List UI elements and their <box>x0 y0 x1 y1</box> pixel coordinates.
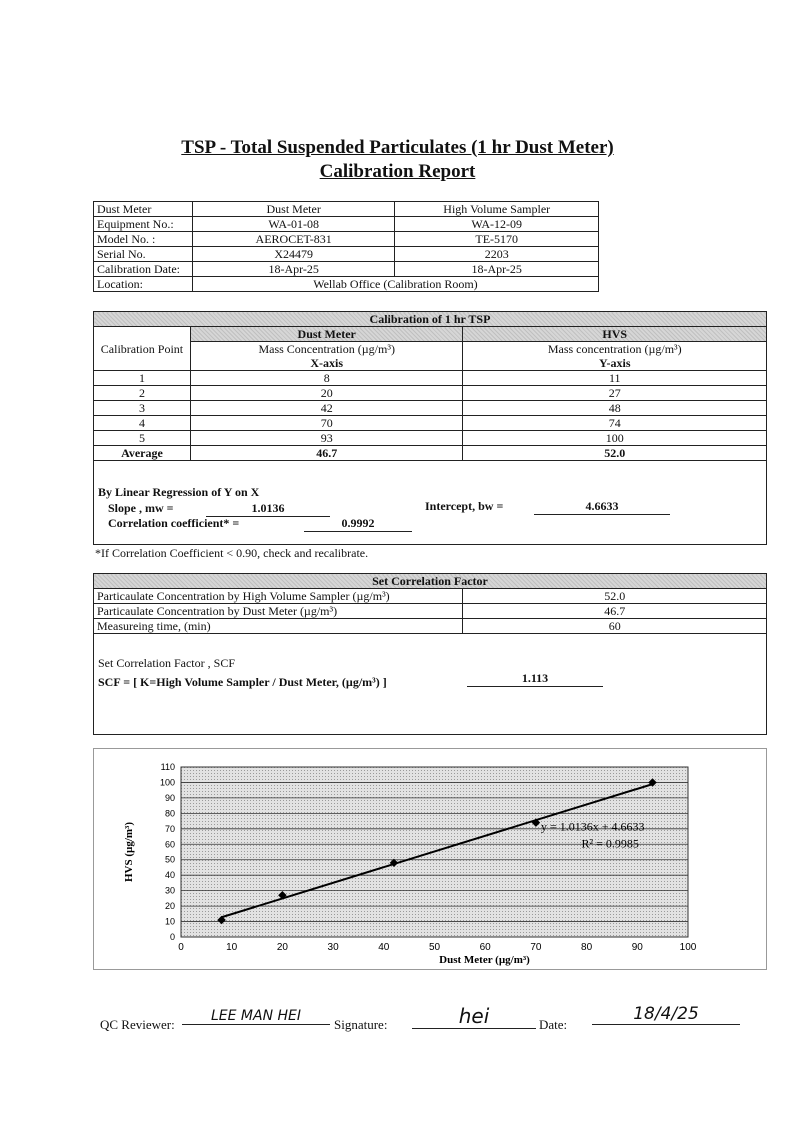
report-subtitle: Calibration Report <box>319 161 476 182</box>
calibration-row <box>94 401 767 416</box>
intercept-value: 4.6633 <box>534 499 670 515</box>
calibration-point: 3 <box>94 401 191 416</box>
calibration-section <box>93 311 767 545</box>
x-tick-label: 0 <box>178 942 184 953</box>
scf-row <box>94 589 767 604</box>
scf-row-value: 52.0 <box>463 589 767 604</box>
calibration-row <box>94 371 767 386</box>
x-tick-label: 70 <box>530 942 542 953</box>
y-axis-label: HVS (µg/m³) <box>123 821 135 883</box>
report-title: TSP - Total Suspended Particulates (1 hr Dust Meter) <box>181 137 614 158</box>
dust-meter-cell: WA-01-08 <box>192 217 395 232</box>
hvs-cell: 2203 <box>395 247 599 262</box>
y-tick-label: 70 <box>164 823 175 834</box>
dust-meter-cell: 18-Apr-25 <box>192 262 395 277</box>
y-tick-label: 90 <box>164 792 175 803</box>
calibration-row <box>94 416 767 431</box>
x-tick-label: 100 <box>679 942 697 953</box>
equipment-row-label: Equipment No.: <box>94 217 193 232</box>
hvs-cell: WA-12-09 <box>395 217 599 232</box>
hvs-value: 100 <box>463 431 767 446</box>
dust-value: 8 <box>190 371 463 386</box>
y-axis-header: Y-axis <box>463 356 767 371</box>
dust-meter-cell: AEROCET-831 <box>192 232 395 247</box>
slope-label: Slope , mw = <box>108 501 174 515</box>
scf-value: 1.113 <box>467 671 603 687</box>
x-tick-label: 60 <box>479 942 491 953</box>
equipment-row-label: Calibration Date: <box>94 262 193 277</box>
hvs-value: 11 <box>463 371 767 386</box>
scf-header: Set Correlation Factor <box>94 574 767 589</box>
slope-value: 1.0136 <box>206 501 330 517</box>
y-tick-label: 60 <box>164 839 175 850</box>
x-tick-label: 90 <box>631 942 643 953</box>
date-label: Date: <box>539 1017 568 1032</box>
calibration-point: 5 <box>94 431 191 446</box>
x-tick-label: 50 <box>428 942 441 953</box>
average-row <box>94 446 767 461</box>
dust-meter-header: Dust Meter <box>190 327 463 342</box>
location-label: Location: <box>94 277 193 292</box>
equipment-row <box>94 202 599 217</box>
location-value: Wellab Office (Calibration Room) <box>192 277 598 292</box>
signature-label: Signature: <box>334 1017 388 1032</box>
dust-value: 70 <box>190 416 463 431</box>
hvs-cell: 18-Apr-25 <box>395 262 599 277</box>
scf-row-label: Particaulate Concentration by Dust Meter (µg/m³) <box>94 604 463 619</box>
y-tick-label: 30 <box>164 885 175 896</box>
chart-frame <box>93 748 767 970</box>
calibration-point: 2 <box>94 386 191 401</box>
equipment-row-label: Model No. : <box>94 232 193 247</box>
y-tick-label: 80 <box>164 808 175 819</box>
correlation-value: 0.9992 <box>304 516 412 532</box>
scf-table <box>93 573 767 634</box>
y-tick-label: 100 <box>159 777 175 788</box>
equipment-row <box>94 232 599 247</box>
hvs-unit-header: Mass concentration (µg/m³) <box>463 342 767 357</box>
dust-meter-cell: X24479 <box>192 247 395 262</box>
hvs-cell: TE-5170 <box>395 232 599 247</box>
x-axis-header: X-axis <box>190 356 463 371</box>
hvs-value: 48 <box>463 401 767 416</box>
y-tick-label: 0 <box>169 932 175 942</box>
equipment-row <box>94 262 599 277</box>
average-x: 46.7 <box>190 446 463 461</box>
location-row <box>94 277 599 292</box>
dust-value: 93 <box>190 431 463 446</box>
dust-value: 20 <box>190 386 463 401</box>
equipment-row <box>94 217 599 232</box>
scf-formula: SCF = [ K=High Volume Sampler / Dust Meter, (µg/m³) ] <box>98 675 387 689</box>
scf-row <box>94 604 767 619</box>
equipment-table <box>93 201 599 292</box>
regression-label: By Linear Regression of Y on X <box>98 485 260 499</box>
scf-row-value: 46.7 <box>463 604 767 619</box>
signature-value: hei <box>412 1004 536 1029</box>
trendline-equation: y = 1.0136x + 4.6633 <box>540 819 645 834</box>
average-label: Average <box>94 446 191 461</box>
reviewer-label: QC Reviewer: <box>100 1017 175 1032</box>
intercept-label: Intercept, bw = <box>425 499 504 513</box>
y-tick-label: 50 <box>164 854 175 865</box>
r-squared-label: R² = 0.9985 <box>581 836 639 851</box>
x-tick-label: 30 <box>327 942 339 953</box>
equipment-row-label: Serial No. <box>94 247 193 262</box>
scf-section <box>93 573 767 735</box>
equipment-row-label: Dust Meter <box>94 202 193 217</box>
x-axis-label: Dust Meter (µg/m³) <box>439 954 530 966</box>
hvs-value: 74 <box>463 416 767 431</box>
dust-unit-header: Mass Concentration (µg/m³) <box>190 342 463 357</box>
equipment-row <box>94 247 599 262</box>
calibration-table <box>93 311 767 461</box>
calibration-chart <box>94 749 766 969</box>
hvs-header: HVS <box>463 327 767 342</box>
calibration-point: 1 <box>94 371 191 386</box>
calibration-row <box>94 386 767 401</box>
date-value: 18/4/25 <box>592 1004 740 1025</box>
x-tick-label: 80 <box>581 942 593 953</box>
calibration-row <box>94 431 767 446</box>
reviewer-value: LEE MAN HEI <box>182 1008 330 1025</box>
scf-row-label: Measureing time, (min) <box>94 619 463 634</box>
hvs-cell: High Volume Sampler <box>395 202 599 217</box>
calibration-point-header: Calibration Point <box>94 327 191 371</box>
x-tick-label: 40 <box>378 942 390 953</box>
scf-row-label: Particaulate Concentration by High Volume Sampler (µg/m³) <box>94 589 463 604</box>
hvs-value: 27 <box>463 386 767 401</box>
average-y: 52.0 <box>463 446 767 461</box>
recalibrate-note: *If Correlation Coefficient < 0.90, check and recalibrate. <box>95 546 369 560</box>
dust-value: 42 <box>190 401 463 416</box>
y-tick-label: 20 <box>164 901 175 912</box>
scf-row-value: 60 <box>463 619 767 634</box>
dust-meter-cell: Dust Meter <box>192 202 395 217</box>
calibration-point: 4 <box>94 416 191 431</box>
correlation-label: Correlation coefficient* = <box>108 516 240 530</box>
y-tick-label: 10 <box>164 916 175 927</box>
scf-row <box>94 619 767 634</box>
scf-title: Set Correlation Factor , SCF <box>98 656 235 670</box>
y-tick-label: 40 <box>164 870 175 881</box>
calibration-header: Calibration of 1 hr TSP <box>94 312 767 327</box>
y-tick-label: 110 <box>160 762 175 772</box>
x-tick-label: 20 <box>276 942 288 953</box>
x-tick-label: 10 <box>226 942 238 953</box>
